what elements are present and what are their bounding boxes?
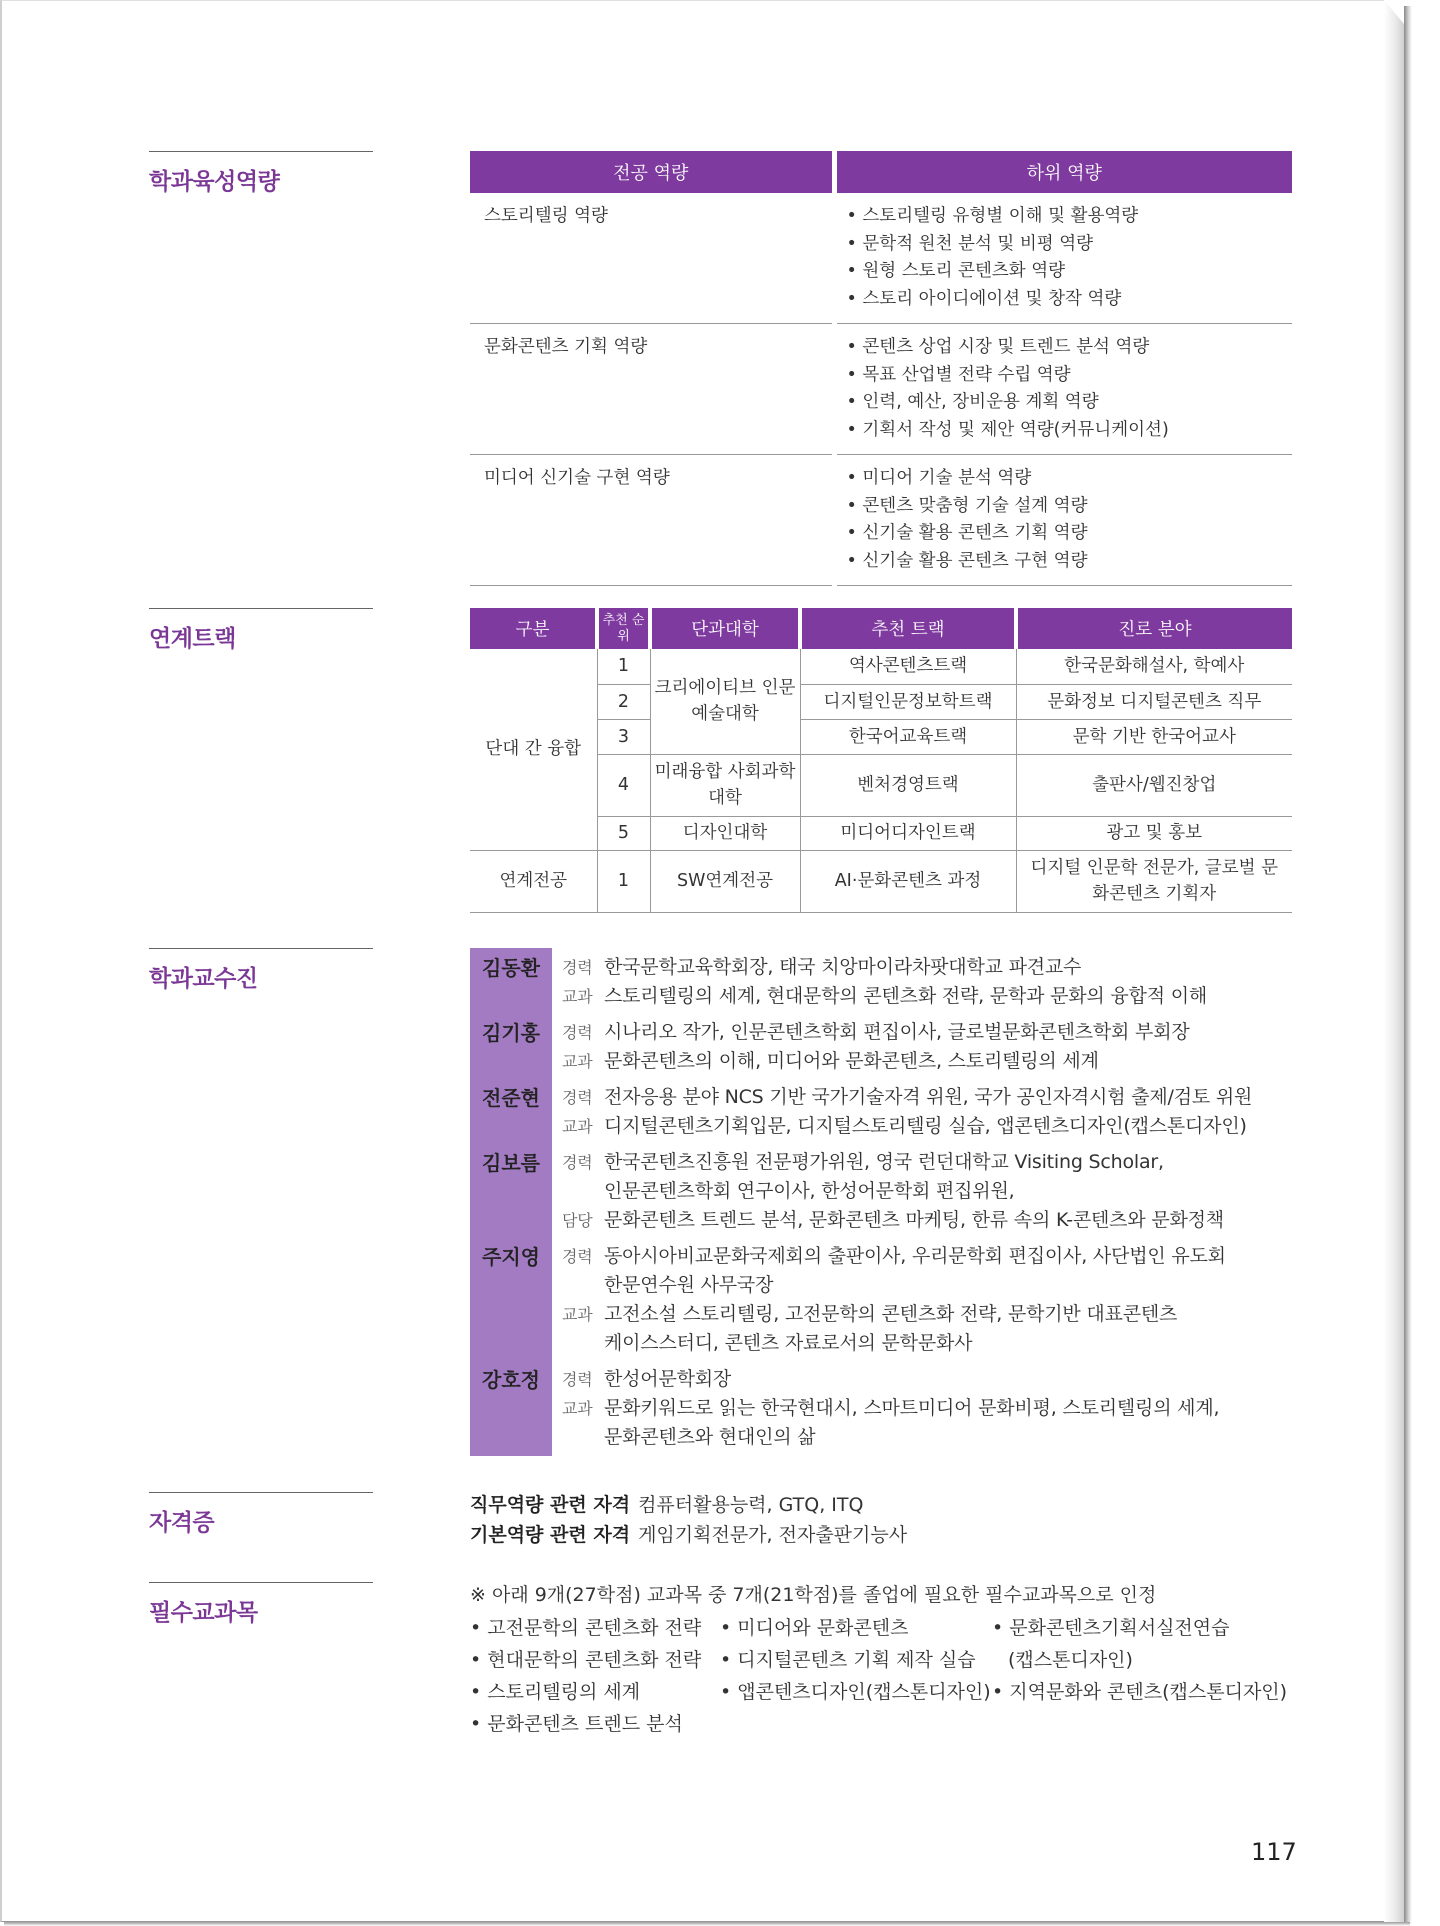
course-item: • 앱콘텐츠디자인(캡스톤디자인) — [720, 1681, 991, 1703]
course-item: • 디지털콘텐츠 기획 제작 실습 — [720, 1649, 976, 1671]
list-item: • 원형 스토리 콘텐츠화 역량 — [846, 261, 1066, 281]
rank-cell: 1 — [597, 850, 650, 912]
faculty-line — [562, 1393, 1219, 1420]
cert-label: 직무역량 관련 자격 — [470, 1494, 631, 1516]
career-cell: 한국문화해설사, 학예사 — [1016, 649, 1292, 684]
header-track: 추천 트랙 — [800, 608, 1016, 649]
sub-competency-list — [834, 455, 1292, 586]
career-cell: 디지털 인문학 전문가, 글로벌 문화콘텐츠 기획자 — [1016, 850, 1292, 912]
line-text: 디지털콘텐츠기획입문, 디지털스토리텔링 실습, 앱콘텐츠디자인(캡스톤디자인) — [604, 1115, 1247, 1137]
career-cell: 문화정보 디지털콘텐츠 직무 — [1016, 684, 1292, 719]
table-row — [470, 324, 1292, 455]
line-text: 문화콘텐츠 트렌드 분석, 문화콘텐츠 마케팅, 한류 속의 K-콘텐츠와 문화정책 — [604, 1209, 1224, 1231]
page-corner — [1384, 0, 1404, 24]
course-item: • 고전문학의 콘텐츠화 전략 — [470, 1617, 702, 1639]
table-row — [470, 649, 1292, 684]
faculty-line — [562, 1299, 1177, 1326]
line-label: 교과 — [562, 1305, 593, 1324]
track-table — [470, 608, 1292, 913]
course-item: • 현대문학의 콘텐츠화 전략 — [470, 1649, 702, 1671]
list-item: • 콘텐츠 상업 시장 및 트렌드 분석 역량 — [846, 337, 1150, 357]
course-item: • 스토리텔링의 세계 — [470, 1681, 641, 1703]
faculty-line — [562, 1176, 1014, 1203]
career-cell: 문학 기반 한국어교사 — [1016, 719, 1292, 754]
line-label: 경력 — [562, 958, 593, 977]
line-label: 경력 — [562, 1247, 593, 1266]
track-cell: AI·문화콘텐츠 과정 — [800, 850, 1016, 912]
course-item: (캡스톤디자인) — [1008, 1649, 1133, 1671]
section-title-faculty: 학과교수진 — [149, 948, 373, 993]
competency-table — [470, 151, 1292, 586]
college-cell: 디자인대학 — [650, 816, 800, 850]
list-item: • 인력, 예산, 장비운용 계획 역량 — [846, 392, 1099, 412]
line-text: 케이스스터디, 콘텐츠 자료로서의 문학문화사 — [604, 1332, 973, 1354]
track-cell: 미디어디자인트랙 — [800, 816, 1016, 850]
list-item: • 목표 산업별 전략 수립 역량 — [846, 364, 1071, 385]
line-text: 동아시아비교문화국제회의 출판이사, 우리문학회 편집이사, 사단법인 유도회 — [604, 1245, 1226, 1267]
list-item: • 문학적 원천 분석 및 비평 역량 — [846, 233, 1094, 254]
header-rank: 추천 순위 — [597, 608, 650, 649]
faculty-name: 강호정 — [482, 1368, 540, 1392]
list-item: • 기획서 작성 및 제안 역량(커뮤니케이션) — [846, 419, 1169, 440]
faculty-name: 김동환 — [482, 956, 540, 980]
list-item: • 콘텐츠 맞춤형 기술 설계 역량 — [846, 495, 1088, 516]
line-text: 한성어문학회장 — [604, 1368, 732, 1390]
page-shadow-bottom — [4, 1922, 1410, 1926]
line-label: 교과 — [562, 1052, 593, 1071]
line-text: 문화키워드로 읽는 한국현대시, 스마트미디어 문화비평, 스토리텔링의 세계, — [604, 1397, 1220, 1419]
college-cell: 크리에이티브 인문예술대학 — [650, 649, 800, 754]
line-text: 한문연수원 사무국장 — [604, 1274, 774, 1296]
section-title-cert: 자격증 — [149, 1492, 373, 1537]
line-text: 스토리텔링의 세계, 현대문학의 콘텐츠화 전략, 문학과 문화의 융합적 이해 — [604, 985, 1208, 1007]
cert-label: 기본역량 관련 자격 — [470, 1524, 631, 1546]
line-text: 전자응용 분야 NCS 기반 국가기술자격 위원, 국가 공인자격시험 출제/검토 위원 — [604, 1086, 1253, 1108]
faculty-line — [562, 1422, 815, 1449]
faculty-line — [562, 952, 1081, 979]
course-item: • 문화콘텐츠기획서실전연습 — [992, 1617, 1230, 1639]
section-title-required: 필수교과목 — [149, 1582, 373, 1627]
college-cell: 미래융합 사회과학대학 — [650, 754, 800, 816]
line-text: 인문콘텐츠학회 연구이사, 한성어문학회 편집위원, — [604, 1180, 1015, 1202]
cert-line — [470, 1520, 907, 1547]
faculty-line — [562, 1017, 1190, 1044]
line-text: 문화콘텐츠와 현대인의 삶 — [604, 1426, 816, 1448]
page-curl — [1384, 0, 1404, 1922]
cert-value: 컴퓨터활용능력, GTQ, ITQ — [638, 1494, 864, 1516]
line-text: 한국콘텐츠진흥원 전문평가위원, 영국 런던대학교 Visiting Scholar, — [604, 1151, 1164, 1173]
rank-cell: 2 — [597, 684, 650, 719]
faculty-line — [562, 1328, 972, 1355]
required-note: ※ 아래 9개(27학점) 교과목 중 7개(21학점)를 졸업에 필요한 필수교과목으로 인정 — [470, 1584, 1157, 1606]
track-cell: 벤처경영트랙 — [800, 754, 1016, 816]
section-title-track: 연계트랙 — [149, 608, 373, 653]
rank-cell: 4 — [597, 754, 650, 816]
line-label: 교과 — [562, 1117, 593, 1136]
faculty-name: 김기홍 — [482, 1021, 540, 1045]
list-item: • 스토리텔링 유형별 이해 및 활용역량 — [846, 206, 1139, 226]
section-title-competency: 학과육성역량 — [149, 151, 373, 196]
line-text: 한국문학교육학회장, 태국 치앙마이라차팟대학교 파견교수 — [604, 956, 1082, 978]
list-item: • 스토리 아이디에이션 및 창작 역량 — [846, 288, 1122, 309]
faculty-name: 전준현 — [482, 1086, 540, 1110]
major-competency: 미디어 신기술 구현 역량 — [470, 455, 834, 586]
faculty-line — [562, 1241, 1226, 1268]
faculty-name: 김보름 — [482, 1151, 540, 1175]
header-sub-competency: 하위 역량 — [834, 151, 1292, 193]
track-cell: 역사콘텐츠트랙 — [800, 649, 1016, 684]
course-item: • 미디어와 문화콘텐츠 — [720, 1617, 909, 1639]
header-college: 단과대학 — [650, 608, 800, 649]
career-cell: 광고 및 홍보 — [1016, 816, 1292, 850]
line-label: 경력 — [562, 1153, 593, 1172]
faculty-line — [562, 1270, 773, 1297]
track-cell: 한국어교육트랙 — [800, 719, 1016, 754]
major-competency: 문화콘텐츠 기획 역량 — [470, 324, 834, 455]
header-career: 진로 분야 — [1016, 608, 1292, 649]
college-cell: SW연계전공 — [650, 850, 800, 912]
faculty-line — [562, 1111, 1247, 1138]
rank-cell: 1 — [597, 649, 650, 684]
list-item: • 미디어 기술 분석 역량 — [846, 468, 1032, 488]
career-cell: 출판사/웹진창업 — [1016, 754, 1292, 816]
rank-cell: 3 — [597, 719, 650, 754]
header-major-competency: 전공 역량 — [470, 151, 834, 193]
line-label: 경력 — [562, 1088, 593, 1107]
sub-competency-list — [834, 324, 1292, 455]
line-label: 경력 — [562, 1370, 593, 1389]
line-text: 문화콘텐츠의 이해, 미디어와 문화콘텐츠, 스토리텔링의 세계 — [604, 1050, 1099, 1072]
line-text: 시나리오 작가, 인문콘텐츠학회 편집이사, 글로벌문화콘텐츠학회 부회장 — [604, 1021, 1190, 1043]
page-shadow-right — [1404, 6, 1412, 1924]
cert-line — [470, 1490, 863, 1517]
header-category: 구분 — [470, 608, 597, 649]
major-competency: 스토리텔링 역량 — [470, 193, 834, 324]
line-text: 고전소설 스토리텔링, 고전문학의 콘텐츠화 전략, 문학기반 대표콘텐츠 — [604, 1303, 1178, 1325]
category-cell: 연계전공 — [470, 850, 597, 912]
page-number: 117 — [1251, 1838, 1297, 1866]
line-label: 교과 — [562, 987, 593, 1006]
list-item: • 신기술 활용 콘텐츠 구현 역량 — [846, 550, 1088, 571]
list-item: • 신기술 활용 콘텐츠 기획 역량 — [846, 523, 1088, 543]
table-row — [470, 850, 1292, 912]
table-row — [470, 455, 1292, 586]
sub-competency-list — [834, 193, 1292, 324]
course-item: • 문화콘텐츠 트렌드 분석 — [470, 1713, 683, 1735]
cert-value: 게임기획전문가, 전자출판기능사 — [638, 1524, 908, 1546]
faculty-line — [562, 1364, 731, 1391]
line-label: 교과 — [562, 1399, 593, 1418]
faculty-line — [562, 1147, 1164, 1174]
track-cell: 디지털인문정보학트랙 — [800, 684, 1016, 719]
table-row — [470, 193, 1292, 324]
faculty-line — [562, 981, 1207, 1008]
faculty-name: 주지영 — [482, 1245, 540, 1269]
category-cell: 단대 간 융합 — [470, 649, 597, 850]
faculty-line — [562, 1205, 1224, 1232]
line-label: 담당 — [562, 1211, 593, 1230]
faculty-line — [562, 1046, 1099, 1073]
course-item: • 지역문화와 콘텐츠(캡스톤디자인) — [992, 1681, 1288, 1703]
line-label: 경력 — [562, 1023, 593, 1042]
faculty-line — [562, 1082, 1252, 1109]
rank-cell: 5 — [597, 816, 650, 850]
